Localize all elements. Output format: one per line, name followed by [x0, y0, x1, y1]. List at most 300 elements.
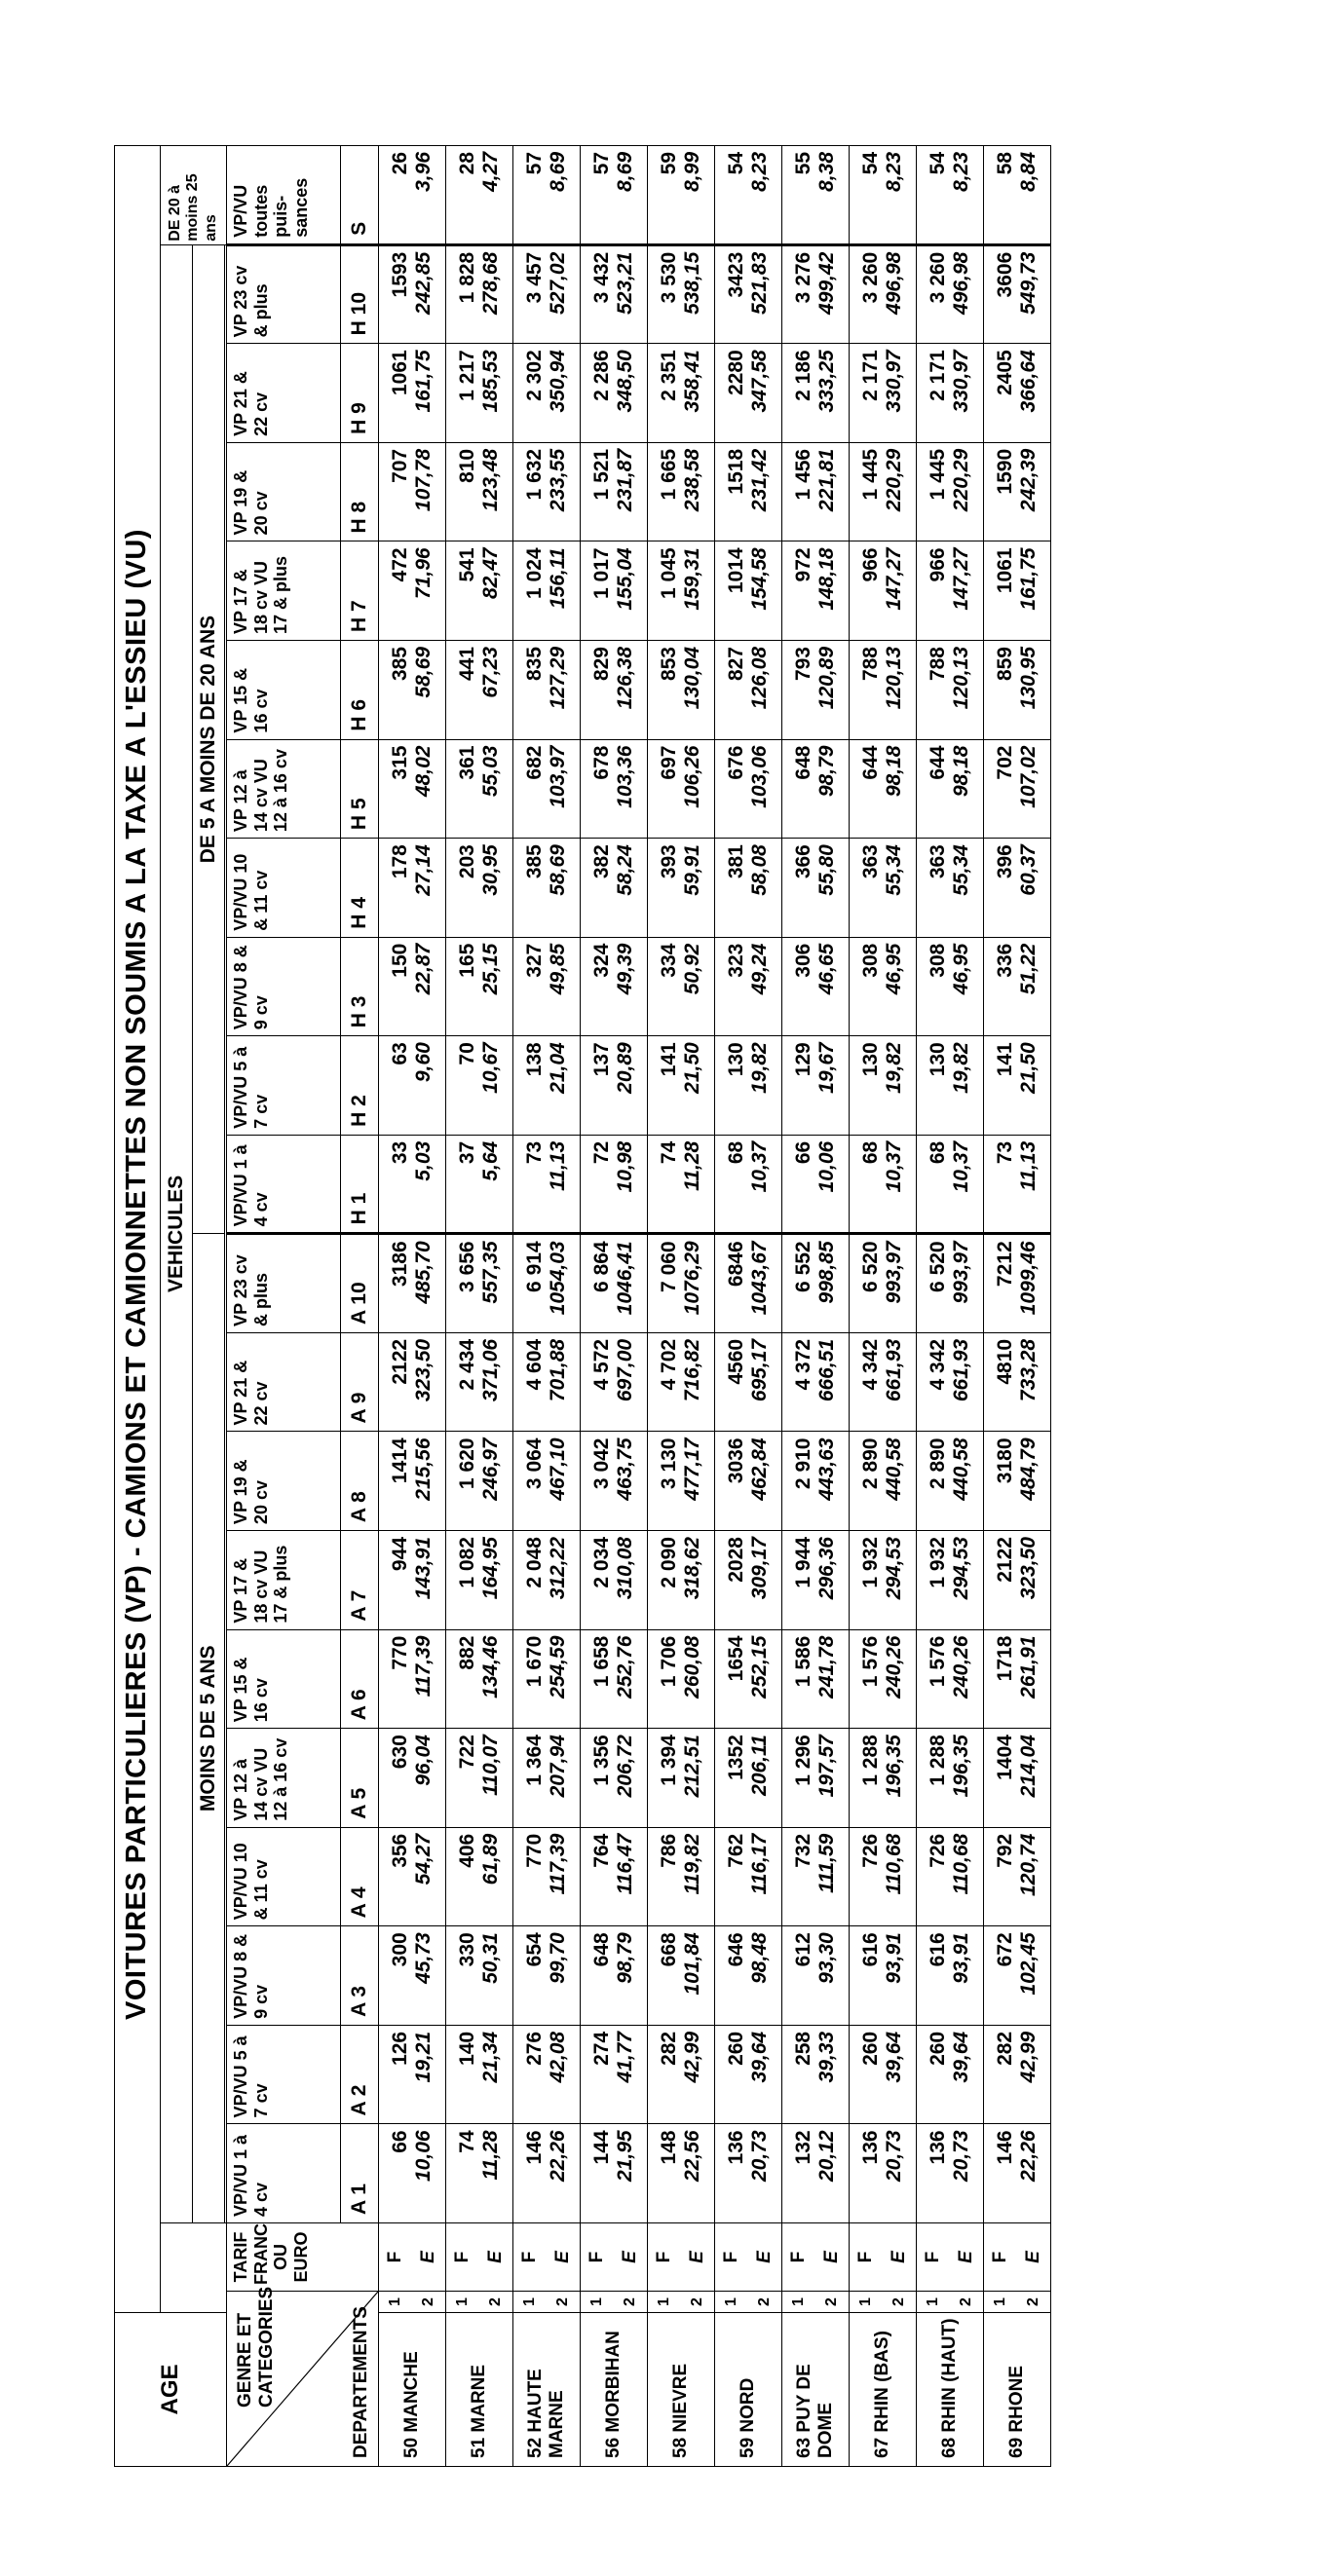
value-euro: 21,50 — [1017, 1036, 1051, 1136]
value-euro: 98,48 — [748, 1926, 782, 2026]
value-franc: 1 670 — [513, 1629, 548, 1729]
value-euro: 231,42 — [748, 442, 782, 541]
currency-franc: F — [513, 2223, 548, 2292]
departements-label: DEPARTEMENTS — [351, 2306, 372, 2458]
currency-franc: F — [446, 2223, 480, 2292]
value-euro: 10,37 — [950, 1135, 984, 1234]
value-euro: 93,91 — [883, 1926, 917, 2026]
group-s-label: DE 20 à moins 25 ans — [161, 146, 227, 245]
column-desc-h10: VP 23 cv & plus — [227, 244, 341, 344]
table-row — [715, 146, 749, 2467]
value-franc: 26 — [379, 146, 413, 245]
value-franc: 630 — [379, 1729, 413, 1828]
value-franc: 786 — [648, 1827, 682, 1926]
column-desc-h1: VP/VU 1 à 4 cv — [227, 1135, 341, 1234]
table-row — [1017, 146, 1051, 2467]
value-franc: 130 — [850, 1036, 884, 1136]
value-franc: 282 — [984, 2025, 1018, 2124]
value-franc: 129 — [782, 1036, 816, 1136]
value-franc: 68 — [850, 1135, 884, 1234]
value-euro: 231,87 — [614, 442, 648, 541]
value-franc: 385 — [513, 839, 548, 938]
value-euro: 42,99 — [681, 2025, 715, 2124]
value-franc: 2 302 — [513, 344, 548, 443]
value-franc: 260 — [850, 2025, 884, 2124]
value-franc: 3 276 — [782, 244, 816, 344]
value-franc: 136 — [715, 2124, 749, 2223]
value-franc: 2 890 — [917, 1432, 951, 1531]
value-euro: 20,73 — [883, 2124, 917, 2223]
department-name: 50 MANCHE — [379, 2313, 446, 2467]
value-euro: 59,91 — [681, 839, 715, 938]
value-euro: 130,95 — [1017, 641, 1051, 740]
value-euro: 99,70 — [547, 1926, 581, 2026]
value-franc: 644 — [850, 739, 884, 839]
table-row — [379, 146, 413, 2467]
value-euro: 10,98 — [614, 1135, 648, 1234]
value-franc: 972 — [782, 541, 816, 641]
value-franc: 146 — [984, 2124, 1018, 2223]
value-franc: 72 — [581, 1135, 615, 1234]
table-row — [748, 146, 782, 2467]
value-euro: 130,04 — [681, 641, 715, 740]
value-franc: 668 — [648, 1926, 682, 2026]
value-franc: 2 910 — [782, 1432, 816, 1531]
value-euro: 10,37 — [748, 1135, 782, 1234]
column-code-a8: A 8 — [341, 1432, 379, 1531]
column-desc-h3: VP/VU 8 & 9 cv — [227, 937, 341, 1036]
value-euro: 19,67 — [815, 1036, 850, 1136]
value-franc: 441 — [446, 641, 480, 740]
column-code-h7: H 7 — [341, 541, 379, 641]
value-euro: 159,31 — [681, 541, 715, 641]
tax-rate-table — [114, 145, 1051, 2467]
value-euro: 103,97 — [547, 739, 581, 839]
value-euro: 22,56 — [681, 2124, 715, 2223]
value-euro: 50,31 — [479, 1926, 513, 2026]
value-euro: 661,93 — [950, 1332, 984, 1432]
value-euro: 110,68 — [950, 1827, 984, 1926]
line-number: 1 — [984, 2292, 1018, 2313]
value-euro: 1046,41 — [614, 1234, 648, 1333]
value-franc: 827 — [715, 641, 749, 740]
currency-euro: E — [748, 2223, 782, 2292]
value-franc: 406 — [446, 1827, 480, 1926]
value-franc: 3 656 — [446, 1234, 480, 1333]
value-euro: 993,97 — [883, 1234, 917, 1333]
table-row — [883, 146, 917, 2467]
value-euro: 5,03 — [412, 1135, 446, 1234]
column-code-a3: A 3 — [341, 1926, 379, 2026]
value-euro: 1043,67 — [748, 1234, 782, 1333]
value-franc: 612 — [782, 1926, 816, 2026]
value-franc: 136 — [850, 2124, 884, 2223]
value-euro: 294,53 — [883, 1531, 917, 1630]
value-franc: 1 045 — [648, 541, 682, 641]
value-euro: 46,65 — [815, 937, 850, 1036]
value-euro: 220,29 — [883, 442, 917, 541]
value-franc: 2 090 — [648, 1531, 682, 1630]
value-euro: 9,60 — [412, 1036, 446, 1136]
value-euro: 48,02 — [412, 739, 446, 839]
value-euro: 58,69 — [412, 641, 446, 740]
value-euro: 93,91 — [950, 1926, 984, 2026]
value-euro: 117,39 — [412, 1629, 446, 1729]
column-desc-a5: VP 12 à 14 cv VU 12 à 16 cv — [227, 1729, 341, 1828]
column-code-a1: A 1 — [341, 2124, 379, 2223]
value-franc: 66 — [379, 2124, 413, 2223]
value-franc: 1 932 — [850, 1531, 884, 1630]
value-franc: 141 — [984, 1036, 1018, 1136]
value-euro: 261,91 — [1017, 1629, 1051, 1729]
value-euro: 20,73 — [950, 2124, 984, 2223]
value-euro: 484,79 — [1017, 1432, 1051, 1531]
table-row — [648, 146, 682, 2467]
value-euro: 330,97 — [883, 344, 917, 443]
value-euro: 523,21 — [614, 244, 648, 344]
value-euro: 212,51 — [681, 1729, 715, 1828]
value-franc: 260 — [917, 2025, 951, 2124]
value-euro: 55,03 — [479, 739, 513, 839]
column-desc-a8: VP 19 & 20 cv — [227, 1432, 341, 1531]
value-franc: 722 — [446, 1729, 480, 1828]
currency-euro: E — [883, 2223, 917, 2292]
value-euro: 8,23 — [748, 146, 782, 245]
value-franc: 393 — [648, 839, 682, 938]
value-euro: 10,37 — [883, 1135, 917, 1234]
value-franc: 678 — [581, 739, 615, 839]
value-euro: 10,06 — [815, 1135, 850, 1234]
line-number: 1 — [850, 2292, 884, 2313]
value-euro: 10,06 — [412, 2124, 446, 2223]
value-euro: 440,58 — [883, 1432, 917, 1531]
value-franc: 258 — [782, 2025, 816, 2124]
value-franc: 73 — [513, 1135, 548, 1234]
table-row — [412, 146, 446, 2467]
value-franc: 3606 — [984, 244, 1018, 344]
value-euro: 19,21 — [412, 2025, 446, 2124]
value-franc: 1061 — [379, 344, 413, 443]
value-franc: 676 — [715, 739, 749, 839]
value-franc: 3180 — [984, 1432, 1018, 1531]
value-franc: 788 — [850, 641, 884, 740]
column-code-h6: H 6 — [341, 641, 379, 740]
value-euro: 161,75 — [412, 344, 446, 443]
value-franc: 6 520 — [917, 1234, 951, 1333]
value-euro: 10,67 — [479, 1036, 513, 1136]
value-euro: 107,78 — [412, 442, 446, 541]
value-euro: 1099,46 — [1017, 1234, 1051, 1333]
value-franc: 3186 — [379, 1234, 413, 1333]
value-euro: 39,33 — [815, 2025, 850, 2124]
value-franc: 327 — [513, 937, 548, 1036]
department-name: 51 MARNE — [446, 2313, 513, 2467]
currency-euro: E — [681, 2223, 715, 2292]
value-euro: 21,95 — [614, 2124, 648, 2223]
value-euro: 330,97 — [950, 344, 984, 443]
value-euro: 240,26 — [883, 1629, 917, 1729]
value-euro: 126,08 — [748, 641, 782, 740]
line-number: 2 — [681, 2292, 715, 2313]
currency-franc: F — [984, 2223, 1018, 2292]
column-code-h3: H 3 — [341, 937, 379, 1036]
value-euro: 8,84 — [1017, 146, 1051, 245]
column-desc-a7: VP 17 & 18 cv VU 17 & plus — [227, 1531, 341, 1630]
value-euro: 260,08 — [681, 1629, 715, 1729]
column-desc-a10: VP 23 cv & plus — [227, 1234, 341, 1333]
value-franc: 726 — [917, 1827, 951, 1926]
value-franc: 646 — [715, 1926, 749, 2026]
value-franc: 770 — [513, 1827, 548, 1926]
value-franc: 68 — [715, 1135, 749, 1234]
value-franc: 3 130 — [648, 1432, 682, 1531]
value-franc: 2028 — [715, 1531, 749, 1630]
value-euro: 998,85 — [815, 1234, 850, 1333]
value-euro: 318,62 — [681, 1531, 715, 1630]
value-euro: 106,26 — [681, 739, 715, 839]
value-franc: 770 — [379, 1629, 413, 1729]
age-header: AGE — [115, 2313, 227, 2467]
value-euro: 22,87 — [412, 937, 446, 1036]
value-euro: 215,56 — [412, 1432, 446, 1531]
currency-franc: F — [850, 2223, 884, 2292]
value-euro: 102,45 — [1017, 1926, 1051, 2026]
value-euro: 206,11 — [748, 1729, 782, 1828]
column-desc-s: VP/VU toutes puis-sances — [227, 146, 341, 245]
table-row — [479, 146, 513, 2467]
value-euro: 233,55 — [547, 442, 581, 541]
value-euro: 252,76 — [614, 1629, 648, 1729]
value-franc: 1 017 — [581, 541, 615, 641]
line-number: 1 — [513, 2292, 548, 2313]
table-row — [681, 146, 715, 2467]
column-code-h9: H 9 — [341, 344, 379, 443]
value-euro: 697,00 — [614, 1332, 648, 1432]
value-franc: 2 351 — [648, 344, 682, 443]
column-code-a2: A 2 — [341, 2025, 379, 2124]
value-euro: 238,58 — [681, 442, 715, 541]
value-euro: 221,81 — [815, 442, 850, 541]
value-franc: 324 — [581, 937, 615, 1036]
value-euro: 67,23 — [479, 641, 513, 740]
value-franc: 1 658 — [581, 1629, 615, 1729]
value-euro: 120,13 — [883, 641, 917, 740]
value-euro: 733,28 — [1017, 1332, 1051, 1432]
value-franc: 1 445 — [850, 442, 884, 541]
value-euro: 60,37 — [1017, 839, 1051, 938]
value-franc: 2 034 — [581, 1531, 615, 1630]
value-franc: 1593 — [379, 244, 413, 344]
column-desc-a3: VP/VU 8 & 9 cv — [227, 1926, 341, 2026]
value-euro: 148,18 — [815, 541, 850, 641]
value-euro: 134,46 — [479, 1629, 513, 1729]
value-euro: 117,39 — [547, 1827, 581, 1926]
value-franc: 28 — [446, 146, 480, 245]
value-franc: 3 064 — [513, 1432, 548, 1531]
column-code-h5: H 5 — [341, 739, 379, 839]
value-franc: 136 — [917, 2124, 951, 2223]
value-franc: 1 828 — [446, 244, 480, 344]
value-franc: 54 — [917, 146, 951, 245]
value-euro: 55,80 — [815, 839, 850, 938]
column-desc-a2: VP/VU 5 à 7 cv — [227, 2025, 341, 2124]
value-franc: 366 — [782, 839, 816, 938]
value-franc: 1 576 — [917, 1629, 951, 1729]
column-desc-h7: VP 17 & 18 cv VU 17 & plus — [227, 541, 341, 641]
value-franc: 178 — [379, 839, 413, 938]
category-diagonal-header — [227, 2286, 379, 2467]
value-euro: 42,99 — [1017, 2025, 1051, 2124]
value-euro: 39,64 — [950, 2025, 984, 2124]
value-euro: 164,95 — [479, 1531, 513, 1630]
value-euro: 46,95 — [950, 937, 984, 1036]
value-euro: 20,73 — [748, 2124, 782, 2223]
value-euro: 278,68 — [479, 244, 513, 344]
value-franc: 2 890 — [850, 1432, 884, 1531]
line-number: 2 — [479, 2292, 513, 2313]
value-franc: 3 042 — [581, 1432, 615, 1531]
column-code-a7: A 7 — [341, 1531, 379, 1630]
currency-euro: E — [479, 2223, 513, 2292]
value-franc: 137 — [581, 1036, 615, 1136]
value-euro: 22,26 — [547, 2124, 581, 2223]
value-franc: 130 — [715, 1036, 749, 1136]
value-franc: 2280 — [715, 344, 749, 443]
value-franc: 2122 — [984, 1531, 1018, 1630]
value-franc: 1 296 — [782, 1729, 816, 1828]
value-euro: 366,64 — [1017, 344, 1051, 443]
value-euro: 161,75 — [1017, 541, 1051, 641]
value-franc: 7212 — [984, 1234, 1018, 1333]
value-franc: 146 — [513, 2124, 548, 2223]
value-franc: 300 — [379, 1926, 413, 2026]
line-number: 2 — [883, 2292, 917, 2313]
value-franc: 4 342 — [917, 1332, 951, 1432]
value-euro: 20,12 — [815, 2124, 850, 2223]
value-euro: 71,96 — [412, 541, 446, 641]
value-franc: 541 — [446, 541, 480, 641]
value-euro: 499,42 — [815, 244, 850, 344]
value-franc: 697 — [648, 739, 682, 839]
currency-franc: F — [648, 2223, 682, 2292]
value-euro: 126,38 — [614, 641, 648, 740]
value-franc: 323 — [715, 937, 749, 1036]
value-franc: 788 — [917, 641, 951, 740]
value-euro: 127,29 — [547, 641, 581, 740]
value-euro: 147,27 — [883, 541, 917, 641]
value-franc: 792 — [984, 1827, 1018, 1926]
value-franc: 672 — [984, 1926, 1018, 2026]
value-franc: 1061 — [984, 541, 1018, 641]
value-franc: 74 — [648, 1135, 682, 1234]
value-euro: 120,13 — [950, 641, 984, 740]
value-euro: 30,95 — [479, 839, 513, 938]
value-euro: 196,35 — [883, 1729, 917, 1828]
value-franc: 381 — [715, 839, 749, 938]
value-franc: 1 288 — [917, 1729, 951, 1828]
column-desc-h9: VP 21 & 22 cv — [227, 344, 341, 443]
value-euro: 58,08 — [748, 839, 782, 938]
value-franc: 793 — [782, 641, 816, 740]
value-franc: 1 445 — [917, 442, 951, 541]
column-code-h10: H 10 — [341, 244, 379, 344]
value-franc: 2 171 — [850, 344, 884, 443]
value-euro: 103,06 — [748, 739, 782, 839]
currency-euro: E — [815, 2223, 850, 2292]
value-franc: 1654 — [715, 1629, 749, 1729]
value-franc: 63 — [379, 1036, 413, 1136]
value-euro: 156,11 — [547, 541, 581, 641]
value-franc: 1518 — [715, 442, 749, 541]
value-euro: 993,97 — [950, 1234, 984, 1333]
table-row — [984, 146, 1018, 2467]
value-euro: 440,58 — [950, 1432, 984, 1531]
value-euro: 50,92 — [681, 937, 715, 1036]
value-euro: 19,82 — [883, 1036, 917, 1136]
table-row — [917, 146, 951, 2467]
value-euro: 110,07 — [479, 1729, 513, 1828]
value-euro: 1054,03 — [547, 1234, 581, 1333]
value-franc: 37 — [446, 1135, 480, 1234]
value-franc: 1 217 — [446, 344, 480, 443]
value-franc: 2122 — [379, 1332, 413, 1432]
department-name: 69 RHONE — [984, 2313, 1051, 2467]
value-franc: 132 — [782, 2124, 816, 2223]
line-number: 2 — [412, 2292, 446, 2313]
value-euro: 5,64 — [479, 1135, 513, 1234]
value-euro: 348,50 — [614, 344, 648, 443]
currency-euro: E — [547, 2223, 581, 2292]
value-euro: 310,08 — [614, 1531, 648, 1630]
department-name: 68 RHIN (HAUT) — [917, 2313, 984, 2467]
value-euro: 8,38 — [815, 146, 850, 245]
value-franc: 203 — [446, 839, 480, 938]
value-euro: 19,82 — [950, 1036, 984, 1136]
column-desc-a1: VP/VU 1 à 4 cv — [227, 2124, 341, 2223]
value-franc: 1 576 — [850, 1629, 884, 1729]
value-franc: 334 — [648, 937, 682, 1036]
value-euro: 147,27 — [950, 541, 984, 641]
value-franc: 330 — [446, 1926, 480, 2026]
table-row — [513, 146, 548, 2467]
currency-euro: E — [950, 2223, 984, 2292]
value-euro: 240,26 — [950, 1629, 984, 1729]
value-euro: 220,29 — [950, 442, 984, 541]
value-euro: 477,17 — [681, 1432, 715, 1531]
value-franc: 1 356 — [581, 1729, 615, 1828]
value-franc: 57 — [513, 146, 548, 245]
value-franc: 126 — [379, 2025, 413, 2124]
value-euro: 11,13 — [547, 1135, 581, 1234]
value-franc: 54 — [715, 146, 749, 245]
value-franc: 1 706 — [648, 1629, 682, 1729]
value-euro: 538,15 — [681, 244, 715, 344]
value-euro: 42,08 — [547, 2025, 581, 2124]
value-franc: 3 260 — [850, 244, 884, 344]
value-euro: 11,28 — [681, 1135, 715, 1234]
value-euro: 549,73 — [1017, 244, 1051, 344]
currency-franc: F — [379, 2223, 413, 2292]
value-franc: 276 — [513, 2025, 548, 2124]
value-franc: 68 — [917, 1135, 951, 1234]
department-name: 52 HAUTE MARNE — [513, 2313, 581, 2467]
value-euro: 98,79 — [614, 1926, 648, 2026]
value-franc: 702 — [984, 739, 1018, 839]
value-euro: 46,95 — [883, 937, 917, 1036]
value-franc: 1352 — [715, 1729, 749, 1828]
currency-euro: E — [1017, 2223, 1051, 2292]
value-franc: 616 — [917, 1926, 951, 2026]
